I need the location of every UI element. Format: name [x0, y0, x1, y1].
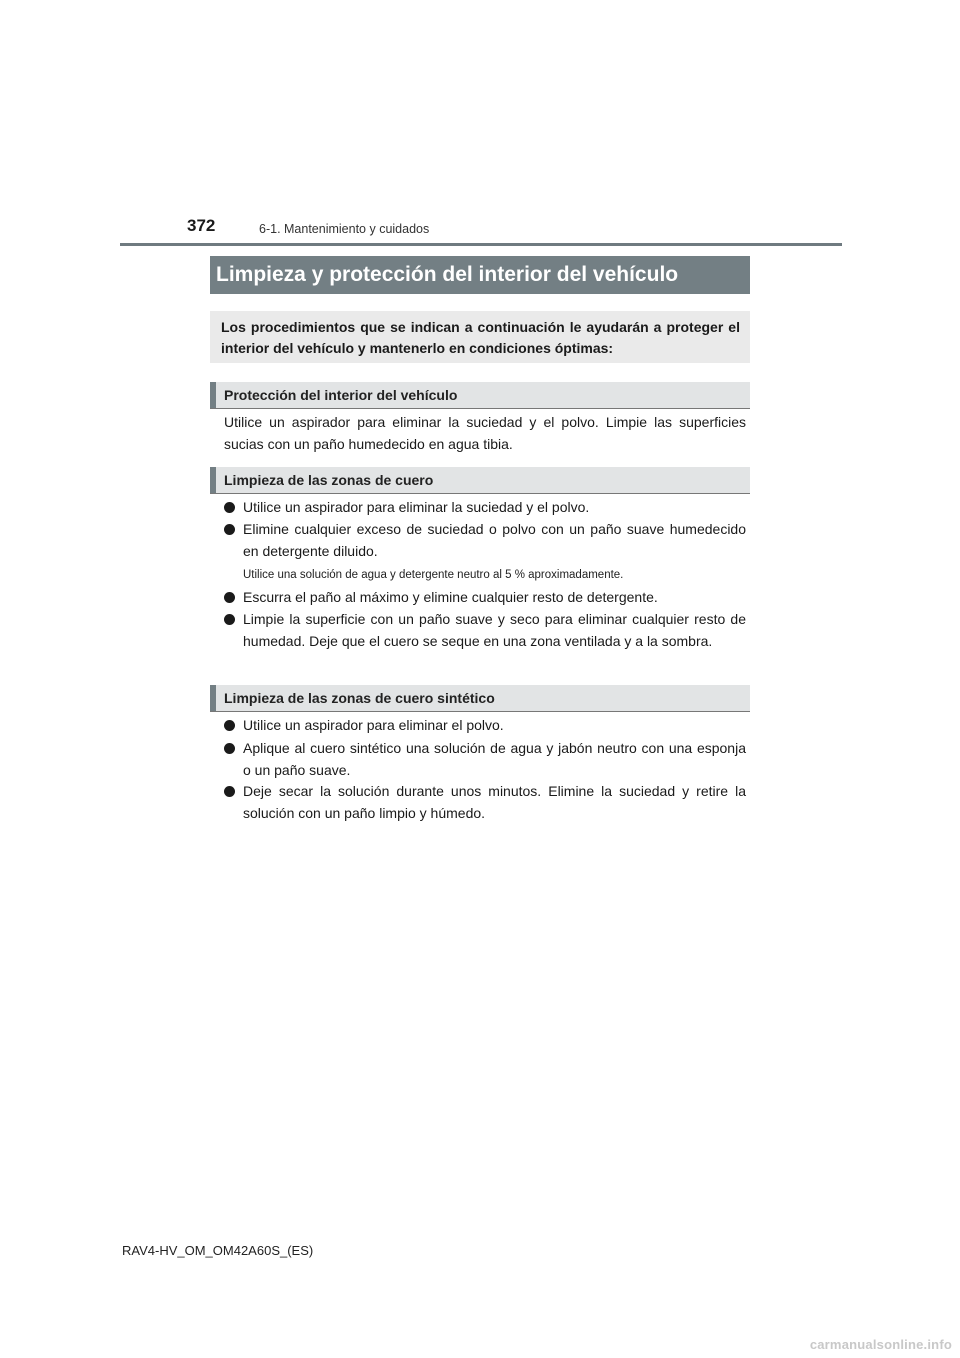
- section-heading-interior-protection: [210, 382, 750, 409]
- intro-text: Los procedimientos que se indican a continuación le ayudarán a proteger el interior del vehículo y mantenerlo en condiciones óptimas:: [221, 319, 740, 356]
- section-heading-label: Limpieza de las zonas de cuero: [224, 472, 434, 488]
- breadcrumb: 6-1. Mantenimiento y cuidados: [259, 222, 430, 236]
- page-title: Limpieza y protección del interior del vehículo: [210, 256, 750, 294]
- list-item: [224, 609, 746, 652]
- section-marker: [210, 685, 216, 711]
- list-item-text: Limpie la superficie con un paño suave y seco para eliminar cualquier resto de humedad. Deje que el cuero se seque en una zona ventilada y a la sombra.: [243, 611, 746, 649]
- section-paragraph: Utilice un aspirador para eliminar la suciedad y el polvo. Limpie las superficies sucias con un paño humedecido en agua tibia.: [224, 414, 746, 452]
- bullet-icon: [224, 502, 235, 513]
- bullet-icon: [224, 524, 235, 535]
- section-heading-synthetic-leather: [210, 685, 750, 712]
- list-item: [224, 587, 746, 609]
- list-item-text: Escurra el paño al máximo y elimine cualquier resto de detergente.: [243, 589, 658, 605]
- bullet-icon: [224, 592, 235, 603]
- intro-box: [210, 311, 750, 363]
- list-item: [224, 519, 746, 562]
- bullet-icon: [224, 743, 235, 754]
- section-marker: [210, 382, 216, 408]
- bullet-icon: [224, 786, 235, 797]
- list-item-text: Aplique al cuero sintético una solución de agua y jabón neutro con una esponja o un paño suave.: [243, 740, 746, 778]
- note-text: Utilice una solución de agua y detergente neutro al 5 % aproximadamente.: [243, 569, 624, 581]
- list-item-text: Elimine cualquier exceso de suciedad o polvo con un paño suave humedecido en detergente diluido.: [243, 521, 746, 559]
- section-heading-leather: [210, 467, 750, 494]
- list-item: [224, 738, 746, 781]
- list-item-text: Utilice un aspirador para eliminar el polvo.: [243, 717, 504, 733]
- header-divider: [120, 243, 842, 246]
- document-code: RAV4-HV_OM_OM42A60S_(ES): [122, 1243, 314, 1258]
- bullet-icon: [224, 720, 235, 731]
- watermark: carmanualsonline.info: [809, 1337, 952, 1352]
- list-item: [224, 497, 746, 519]
- section-marker: [210, 467, 216, 493]
- section-heading-label: Protección del interior del vehículo: [224, 387, 458, 403]
- page-number: 372: [187, 216, 216, 235]
- section-heading-label: Limpieza de las zonas de cuero sintético: [224, 690, 495, 706]
- list-item-text: Deje secar la solución durante unos minutos. Elimine la suciedad y retire la solución con un paño limpio y húmedo.: [243, 783, 746, 821]
- list-item: [224, 781, 746, 824]
- list-item-text: Utilice un aspirador para eliminar la suciedad y el polvo.: [243, 499, 590, 515]
- list-item: [224, 715, 746, 737]
- bullet-icon: [224, 614, 235, 625]
